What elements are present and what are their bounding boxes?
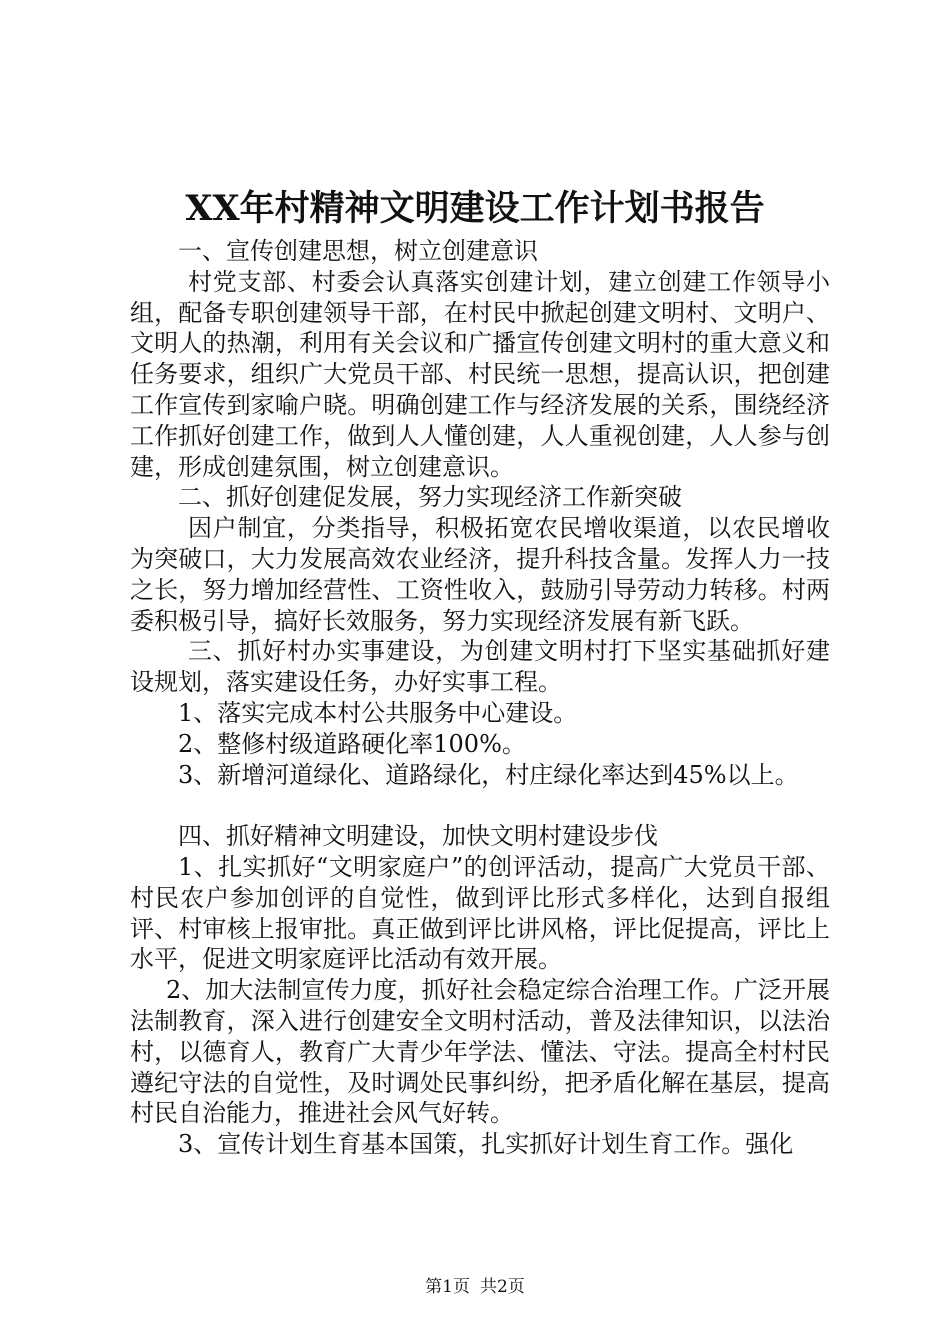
paragraph-2: 因户制宜，分类指导，积极拓宽农民增收渠道，以农民增收为突破口，大力发展高效农业经济，提升科技含量。发挥人力一技之长，努力增加经营性、工资性收入，鼓励引导劳动力转移。村两委积极引导，搞好长效服务，努力实现经济发展有新飞跃。	[130, 514, 830, 635]
paragraph-1: 村党支部、村委会认真落实创建计划，建立创建工作领导小组，配备专职创建领导干部，在村民中掀起创建文明村、文明户、文明人的热潮，利用有关会议和广播宣传创建文明村的重大意义和任务要求，组织广大党员干部、村民统一思想，提高认识，把创建工作宣传到家喻户晓。明确创建工作与经济发展的关系，围绕经济工作抓好创建工作，做到人人懂创建，人人重视创建，人人参与创建，形成创建氛围，树立创建意识。	[130, 267, 830, 481]
paragraph-4-2: 2、加大法制宣传力度，抓好社会稳定综合治理工作。广泛开展法制教育，深入进行创建安全文明村活动，普及法律知识，以法治村，以德育人，教育广大青少年学法、懂法、守法。提高全村村民遵纪守法的自觉性，及时调处民事纠纷，把矛盾化解在基层，提高村民自治能力，推进社会风气好转。	[130, 976, 830, 1128]
document-title: XX年村精神文明建设工作计划书报告	[185, 188, 765, 229]
list-item-1: 1、落实完成本村公共服务中心建设。	[178, 698, 578, 727]
page-footer	[0, 1276, 950, 1298]
page-total: 共2页	[480, 1277, 525, 1297]
section-heading-2: 二、抓好创建促发展，努力实现经济工作新突破	[178, 483, 682, 512]
blank-line	[130, 790, 830, 821]
section-heading-3: 三、抓好村办实事建设，为创建文明村打下坚实基础抓好建设规划，落实建设任务，办好实事工程。	[130, 637, 830, 697]
document-body	[130, 236, 830, 1160]
section-heading-4: 四、抓好精神文明建设，加快文明村建设步伐	[178, 822, 658, 851]
page-number: 第1页	[425, 1277, 470, 1297]
paragraph-4-3: 3、宣传计划生育基本国策，扎实抓好计划生育工作。强化	[178, 1130, 794, 1159]
section-heading-1: 一、宣传创建思想，树立创建意识	[178, 237, 538, 265]
list-item-3: 3、新增河道绿化、道路绿化，村庄绿化率达到45%以上。	[178, 760, 799, 789]
list-item-2: 2、整修村级道路硬化率100%。	[178, 729, 526, 758]
paragraph-4-1: 1、扎实抓好“文明家庭户”的创评活动，提高广大党员干部、村民农户参加创评的自觉性，做到评比形式多样化，达到自报组评、村审核上报审批。真正做到评比讲风格，评比促提高，评比上水平，促进文明家庭评比活动有效开展。	[130, 852, 830, 974]
